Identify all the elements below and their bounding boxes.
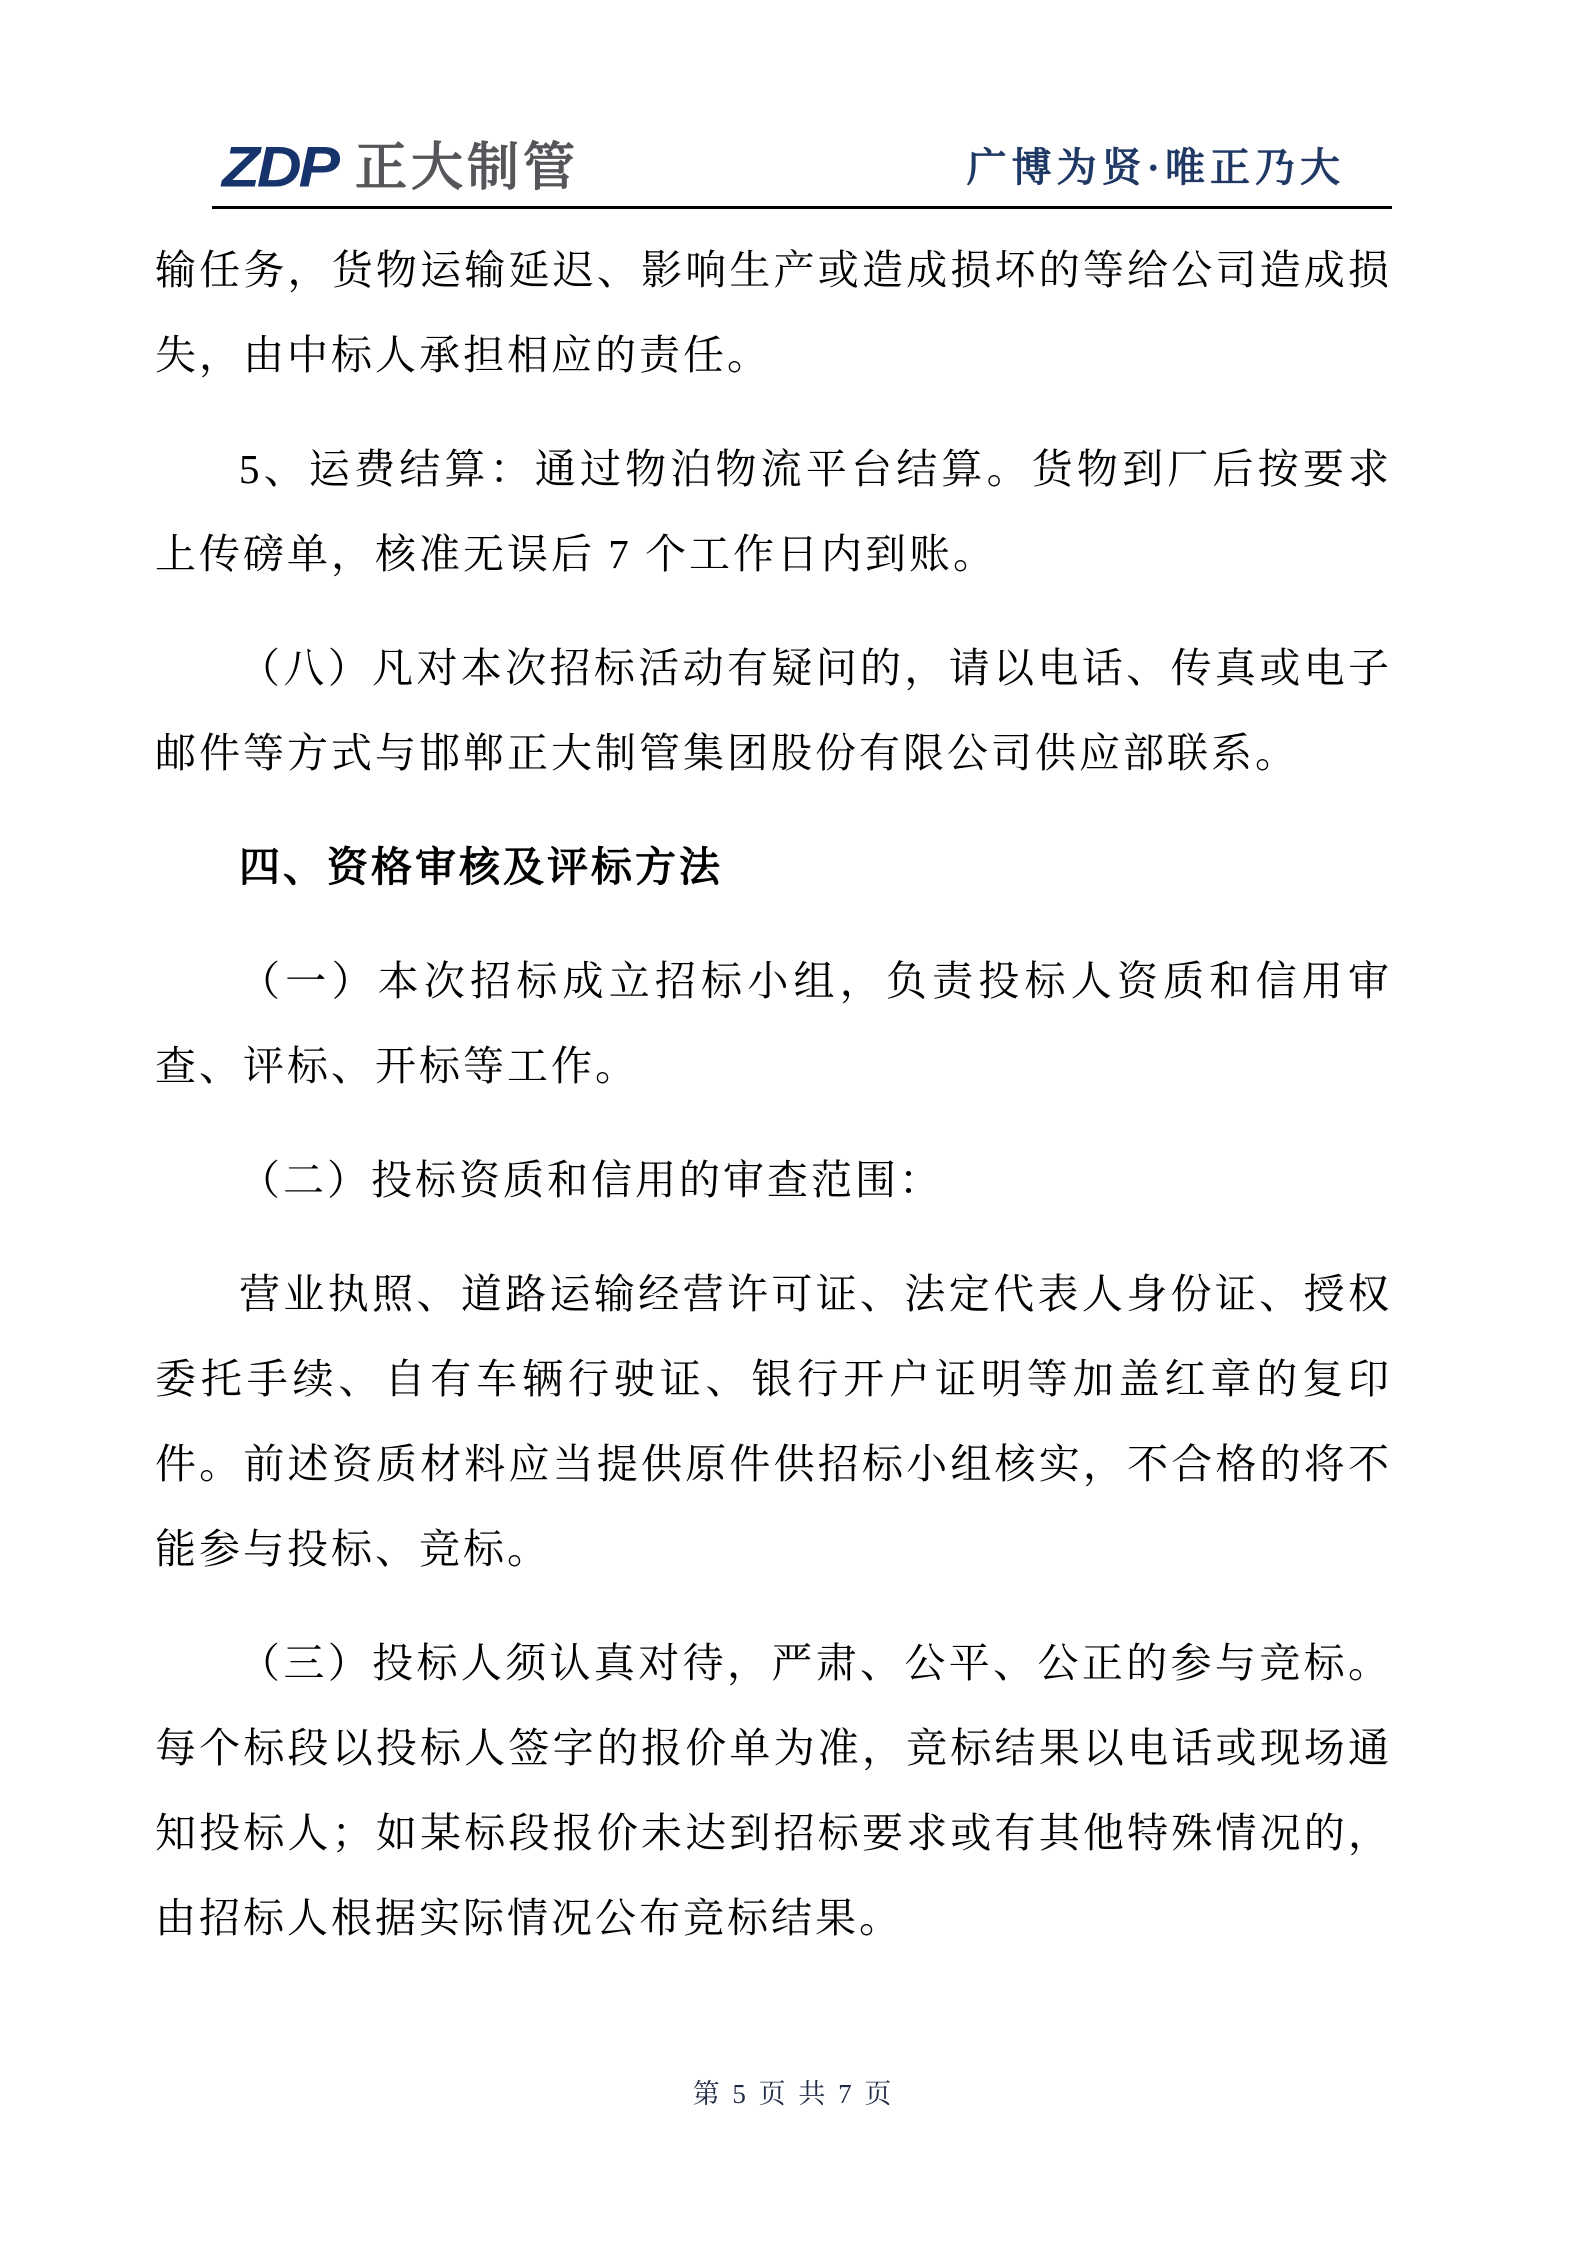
header-divider xyxy=(212,206,1392,209)
paragraph-freight-settlement: 5、运费结算：通过物泊物流平台结算。货物到厂后按要求上传磅单，核准无误后 7 个工作日内到账。 xyxy=(155,446,1392,577)
paragraph-bid-group: （一）本次招标成立招标小组，负责投标人资质和信用审查、评标、开标等工作。 xyxy=(155,958,1392,1089)
page-header xyxy=(0,128,1587,208)
paragraph-bidding-conduct: （三）投标人须认真对待，严肃、公平、公正的参与竞标。每个标段以投标人签字的报价单为准，竞标结果以电话或现场通知投标人；如某标段报价未达到招标要求或有其他特殊情况的，由招标人根据实际情况公布竞标结果。 xyxy=(155,1640,1392,1941)
document-body xyxy=(155,228,1392,1990)
zdp-logo-mark: ZDP xyxy=(222,135,337,200)
company-logo xyxy=(222,137,579,199)
paragraph-review-scope: （二）投标资质和信用的审查范围： xyxy=(239,1157,944,1203)
paragraph-contact-info: （八）凡对本次招标活动有疑问的，请以电话、传真或电子邮件等方式与邯郸正大制管集团股份有限公司供应部联系。 xyxy=(155,645,1392,776)
page-number: 第 5 页 共 7 页 xyxy=(692,2079,895,2109)
company-slogan: 广博为贤·唯正乃大 xyxy=(966,145,1345,190)
company-name: 正大制管 xyxy=(355,139,580,197)
section-heading-qualification-review: 四、资格审核及评标方法 xyxy=(239,844,724,890)
page-footer xyxy=(0,2078,1587,2110)
paragraph-required-documents: 营业执照、道路运输经营许可证、法定代表人身份证、授权委托手续、自有车辆行驶证、银行开户证明等加盖红章的复印件。前述资质材料应当提供原件供招标小组核实，不合格的将不能参与投标、竞标。 xyxy=(155,1271,1392,1572)
paragraph-transport-liability: 输任务，货物运输延迟、影响生产或造成损坏的等给公司造成损失，由中标人承担相应的责任。 xyxy=(155,247,1392,378)
